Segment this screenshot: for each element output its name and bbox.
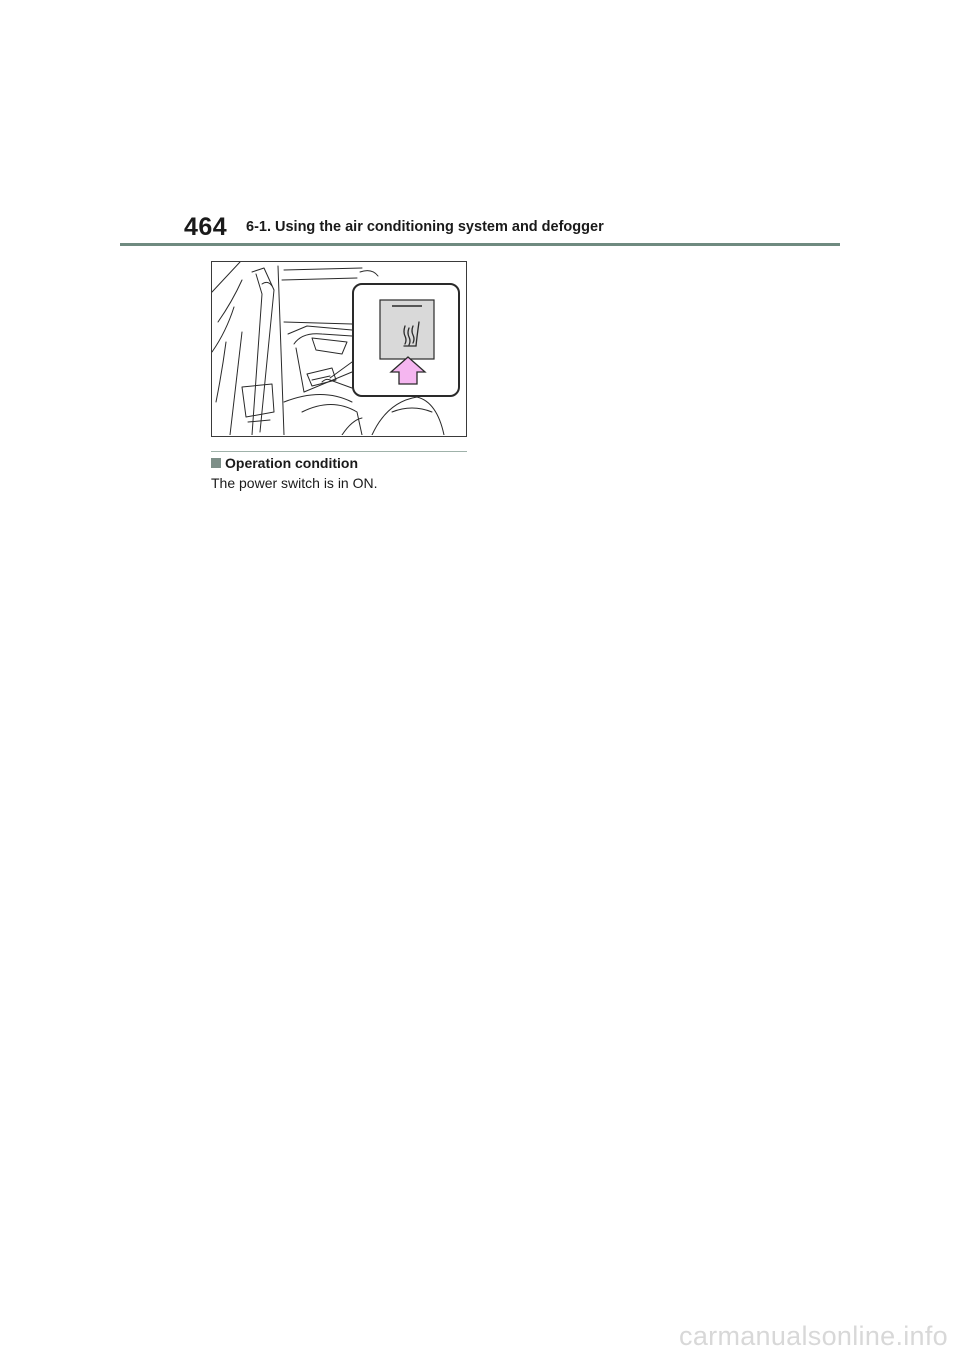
square-bullet-icon — [211, 458, 221, 468]
header-divider — [120, 243, 840, 246]
section-title: 6-1. Using the air conditioning system and defogger — [246, 219, 604, 235]
page-header — [0, 0, 960, 250]
watermark: carmanualsonline.info — [679, 1321, 948, 1351]
section-divider — [211, 451, 467, 452]
car-interior-drawing — [212, 262, 465, 435]
page-number: 464 — [184, 213, 228, 241]
seat-heater-illustration — [211, 261, 467, 437]
section-body: The power switch is in ON. — [211, 475, 378, 491]
section-heading-label: Operation condition — [225, 455, 358, 471]
seat-heater-switch — [380, 300, 434, 359]
section-heading — [211, 455, 358, 471]
